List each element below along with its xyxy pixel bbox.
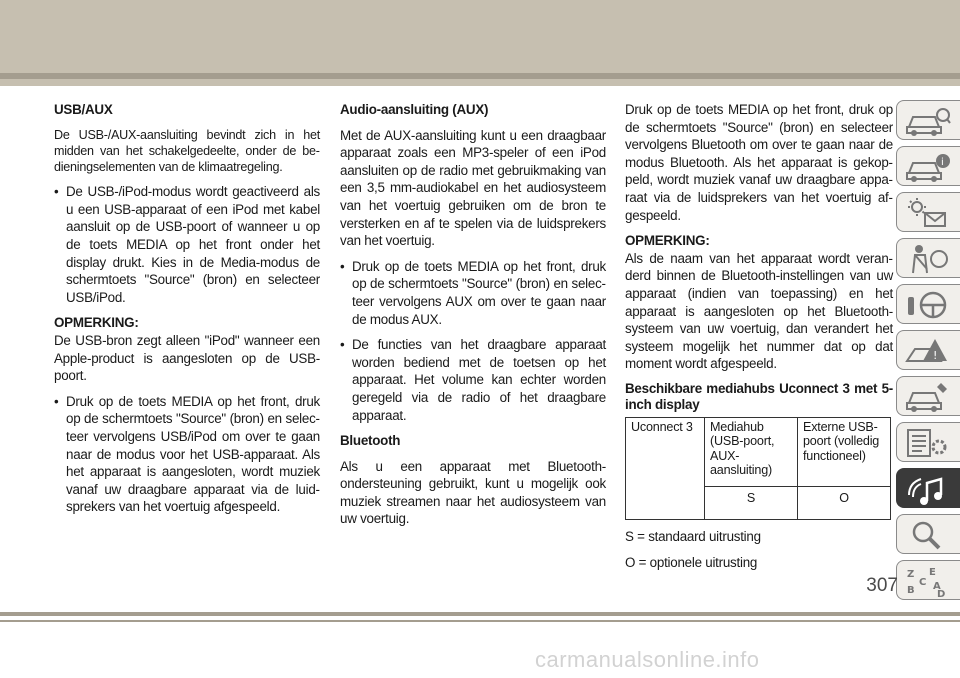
alphabet-index-icon bbox=[905, 565, 951, 597]
tab-list-gears[interactable] bbox=[896, 422, 960, 462]
note-heading: OPMERKING: bbox=[625, 233, 710, 249]
usb-aux-bullets-2 bbox=[54, 393, 320, 516]
table-cell: S bbox=[705, 486, 798, 520]
legend-standard: S = standaard uitrusting bbox=[625, 529, 761, 545]
car-warning-icon bbox=[905, 151, 951, 183]
aux-intro: Met de AUX-aansluiting kunt u een draagbaar apparaat zoals een MP3-speler of een iPod aansluiten op de radio met gebruikmaking van een 3,5 mm-audiokabel en het audiosysteem van het voertuig gebruiken om de bron te versterken en af te spelen via de luidsprekers van het voertuig. bbox=[340, 127, 606, 249]
tab-car-warning[interactable] bbox=[896, 146, 960, 186]
steering-wheel-icon bbox=[905, 289, 951, 321]
table-cell: Uconnect 3 bbox=[626, 417, 705, 520]
column-1 bbox=[54, 101, 320, 524]
column-2 bbox=[340, 101, 606, 536]
page-number: 307 bbox=[866, 575, 898, 596]
header-rule bbox=[0, 73, 960, 79]
table-title: Beschikbare mediahubs Uconnect 3 met 5-inch display bbox=[625, 380, 893, 412]
list-item: • Druk op de toets MEDIA op het front, druk op de schermtoets "Source" (bron) en selecteer vervolgens USB/iPod om over te gaan naar de modus voor het USB-apparaat. Als het apparaat is aangesloten, wordt muziek vanaf uw draagbare apparaat via de luidsprekers van het voertuig afgespeeld. bbox=[54, 393, 320, 516]
svg-text:Z: Z bbox=[907, 569, 915, 580]
tab-car-service[interactable] bbox=[896, 376, 960, 416]
table-cell: O bbox=[798, 486, 891, 520]
note-text: De USB-bron zegt alleen "iPod" wanneer een Apple-product is aangesloten op de USB-poort. bbox=[54, 332, 320, 384]
usb-aux-bullets bbox=[54, 183, 320, 306]
note-heading: OPMERKING: bbox=[54, 315, 139, 331]
tab-road-warning[interactable] bbox=[896, 330, 960, 370]
footer-rule-thin bbox=[0, 620, 960, 622]
media-hub-table bbox=[625, 417, 891, 521]
tab-seatbelt-airbag[interactable] bbox=[896, 238, 960, 278]
svg-text:E: E bbox=[929, 567, 936, 578]
bluetooth-text: Als u een apparaat met Bluetooth-ondersteuning gebruikt, kunt u mogelijk ook muziek streamen naar het audiosysteem van uw voertuig. bbox=[340, 458, 606, 527]
bluetooth-heading: Bluetooth bbox=[340, 433, 401, 449]
list-item: • De functies van het draagbare apparaat worden bediend met de toetsen op het apparaat. Het volume kan echter worden geregeld via de radio of het draagbare apparaat. bbox=[340, 336, 606, 424]
tab-music-navigation[interactable] bbox=[896, 468, 960, 508]
svg-text:A: A bbox=[933, 581, 941, 592]
tab-steering-wheel[interactable] bbox=[896, 284, 960, 324]
car-info-icon bbox=[905, 105, 951, 137]
list-gears-icon bbox=[905, 427, 951, 459]
svg-text:C: C bbox=[919, 577, 927, 588]
tab-magnifier[interactable] bbox=[896, 514, 960, 554]
footer-rule bbox=[0, 612, 960, 616]
usb-aux-intro: De USB-/AUX-aansluiting bevindt zich in het midden van het schakelgedeelte, onder de bedieningselementen van de klimaatregeling. bbox=[54, 127, 320, 174]
car-service-icon bbox=[905, 381, 951, 413]
table-cell: Externe USB-poort (volledig functioneel) bbox=[798, 417, 891, 486]
legend-optional: O = optionele uitrusting bbox=[625, 555, 758, 570]
svg-text:B: B bbox=[907, 585, 915, 596]
seatbelt-airbag-icon bbox=[905, 243, 951, 275]
tab-alphabet-index[interactable] bbox=[896, 560, 960, 600]
tab-car-info[interactable] bbox=[896, 100, 960, 140]
svg-text:i: i bbox=[941, 157, 944, 168]
header-band bbox=[0, 0, 960, 86]
note-text: Als de naam van het apparaat wordt veranderd binnen de Bluetooth-instellingen van uw apparaat (indien van toepassing) en het apparaat is aangesloten op het Bluetooth-systeem van uw voertuig, dan verandert het systeem mogelijk het nummer dat op dat moment wordt afgespeeld. bbox=[625, 250, 893, 372]
watermark: carmanualsonline.info bbox=[535, 647, 760, 672]
table-row bbox=[626, 417, 891, 486]
music-navigation-icon bbox=[905, 473, 951, 505]
tab-sun-envelope[interactable] bbox=[896, 192, 960, 232]
aux-bullets bbox=[340, 258, 606, 424]
list-item: • Druk op de toets MEDIA op het front, druk op de schermtoets "Source" (bron) en selecteer vervolgens AUX om over te gaan naar de modus AUX. bbox=[340, 258, 606, 328]
column-3 bbox=[625, 101, 893, 580]
usb-aux-heading: USB/AUX bbox=[54, 102, 113, 117]
list-item: • De USB-/iPod-modus wordt geactiveerd als u een USB-apparaat of een iPod met kabel aansluit op de USB-poort of wanneer u op de toets MEDIA op het front onder het display drukt. Kies in de Media-modus de schermtoets "Source" (bron) en selecteer USB/iPod. bbox=[54, 183, 320, 306]
magnifier-icon bbox=[905, 519, 951, 551]
sun-envelope-icon bbox=[905, 197, 951, 229]
svg-text:D: D bbox=[937, 589, 946, 597]
table-cell: Mediahub (USB-poort, AUX-aansluiting) bbox=[705, 417, 798, 486]
chapter-tabs bbox=[896, 100, 960, 600]
aux-heading: Audio-aansluiting (AUX) bbox=[340, 102, 489, 117]
road-warning-icon bbox=[905, 335, 951, 367]
bluetooth-intro: Druk op de toets MEDIA op het front, druk op de schermtoets "Source" (bron) en selecteer vervolgens Bluetooth om over te gaan naar de modus Bluetooth. Als het apparaat is gekoppeld, wordt muziek vanaf uw draagbare apparaat via de luidsprekers van het voertuig afgespeeld. bbox=[625, 102, 893, 223]
svg-text:!: ! bbox=[933, 349, 938, 362]
